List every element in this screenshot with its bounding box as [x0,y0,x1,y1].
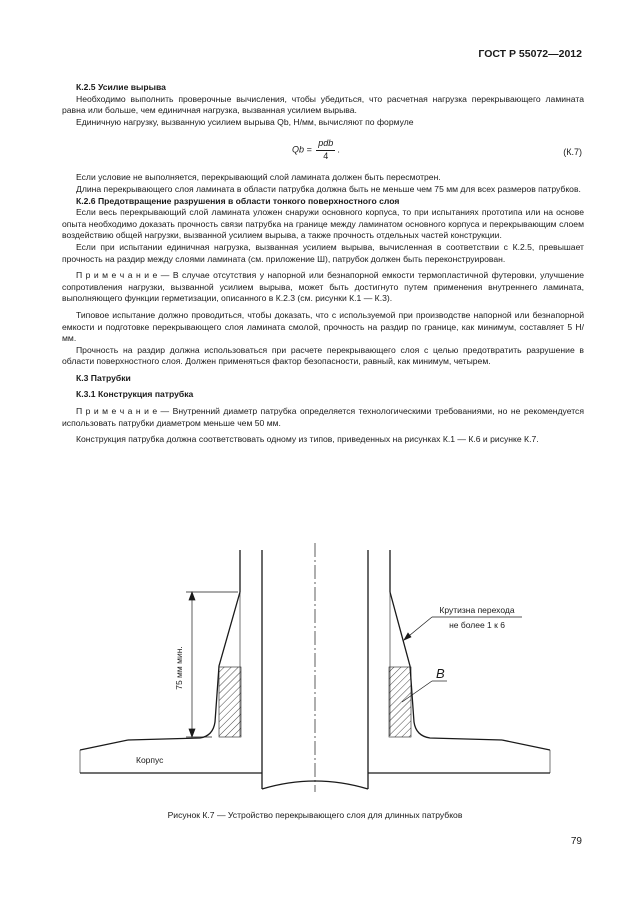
paragraph: Необходимо выполнить проверочные вычисления, чтобы убедиться, что расчетная нагрузка перекрывающего ламината равна или больше, чем единичная нагрузка, вызванная усилием вырыва. [62,93,584,116]
paragraph: Если при испытании единичная нагрузка, вызванная усилием вырыва, вычисленная в соответствии с К.2.5, превышает прочность на раздир между слоями ламината (см. приложение Ш), патрубок должен быть переконструирован. [62,241,584,264]
laminate-hatch-right [389,667,411,737]
note-label: П р и м е ч а н и е [76,406,158,417]
laminate-hatch-left [219,667,241,737]
detail-b-label: B [436,666,445,681]
page-number: 79 [570,836,582,847]
figure-caption: Рисунок К.7 — Устройство перекрывающего слоя для длинных патрубков [167,810,463,820]
slope-label-2: не более 1 к 6 [449,620,505,630]
document-header: ГОСТ Р 55072—2012 [478,48,582,60]
formula-denominator: 4 [323,150,329,161]
note-label: П р и м е ч а н и е [76,270,158,281]
formula-tail: . [337,144,340,155]
note-text: — В случае отсутствия у напорной или безнапорной емкости термопластичной футеровки, улучшение сопротивления нагрузки, вызванной усилием вырыва, может быть достигнуто путем применения внутреннего ламината, выполняющего функции герметизации, описанного в К.2.3 (см. рисунки К.1 — К.3). [62,270,585,304]
paragraph: Конструкция патрубка должна соответствовать одному из типов, приведенных на рисунках К.1 — К.6 и рисунке К.7. [76,434,539,445]
formula-number: (К.7) [563,147,582,158]
dimension-label: 75 мм мин. [174,646,184,690]
section-k3-title: К.3 Патрубки [76,372,131,383]
section-k25-title: К.2.5 Усилие вырыва [76,82,166,92]
section-k31-title: К.3.1 Конструкция патрубка [76,389,194,400]
slope-label-1: Крутизна перехода [439,605,515,615]
body-label: Корпус [136,755,164,765]
paragraph: Типовое испытание должно проводиться, чтобы доказать, что с используемой при производстве напорной или безнапорной емкости и подготовке перекрывающего слоя ламината смолой, прочность на раздир по границе, как минимум, составляет 5 Н/мм. [62,309,584,344]
paragraph: Прочность на раздир должна использоваться при расчете перекрывающего слоя с целью предотвратить разрушение в области поверхностного слоя. Должен применяться фактор безопасности, равный, как минимум, четырем. [62,344,584,367]
formula-numerator: pdb [316,138,335,151]
paragraph: Если весь перекрывающий слой ламината уложен снаружи основного корпуса, то при испытаниях прототипа или на основе опыта необходимо доказать прочность связи патрубка на границе между ламинатом основного корпуса и перекрывающим слоем воздействию общей нагрузки, вызванной усилием вырыва, а также прочность отдельных частей конструкции. [62,207,584,241]
note-text: — Внутренний диаметр патрубка определяется технологическими требованиями, но не рекомендуется использовать патрубки диаметром меньше чем 50 мм. [62,406,585,428]
paragraph: Единичную нагрузку, вызванную усилием вырыва Qb, Н/мм, вычисляют по формуле [76,116,414,127]
paragraph: Длина перекрывающего слоя ламината в области патрубка должна быть не меньше чем 75 мм для всех размеров патрубков. [76,183,581,194]
section-k26-title: К.2.6 Предотвращение разрушения в области тонкого поверхностного слоя [76,195,400,206]
formula-lhs: Qb = [292,144,312,155]
paragraph: Если условие не выполняется, перекрывающий слой ламината должен быть пересмотрен. [76,172,441,183]
